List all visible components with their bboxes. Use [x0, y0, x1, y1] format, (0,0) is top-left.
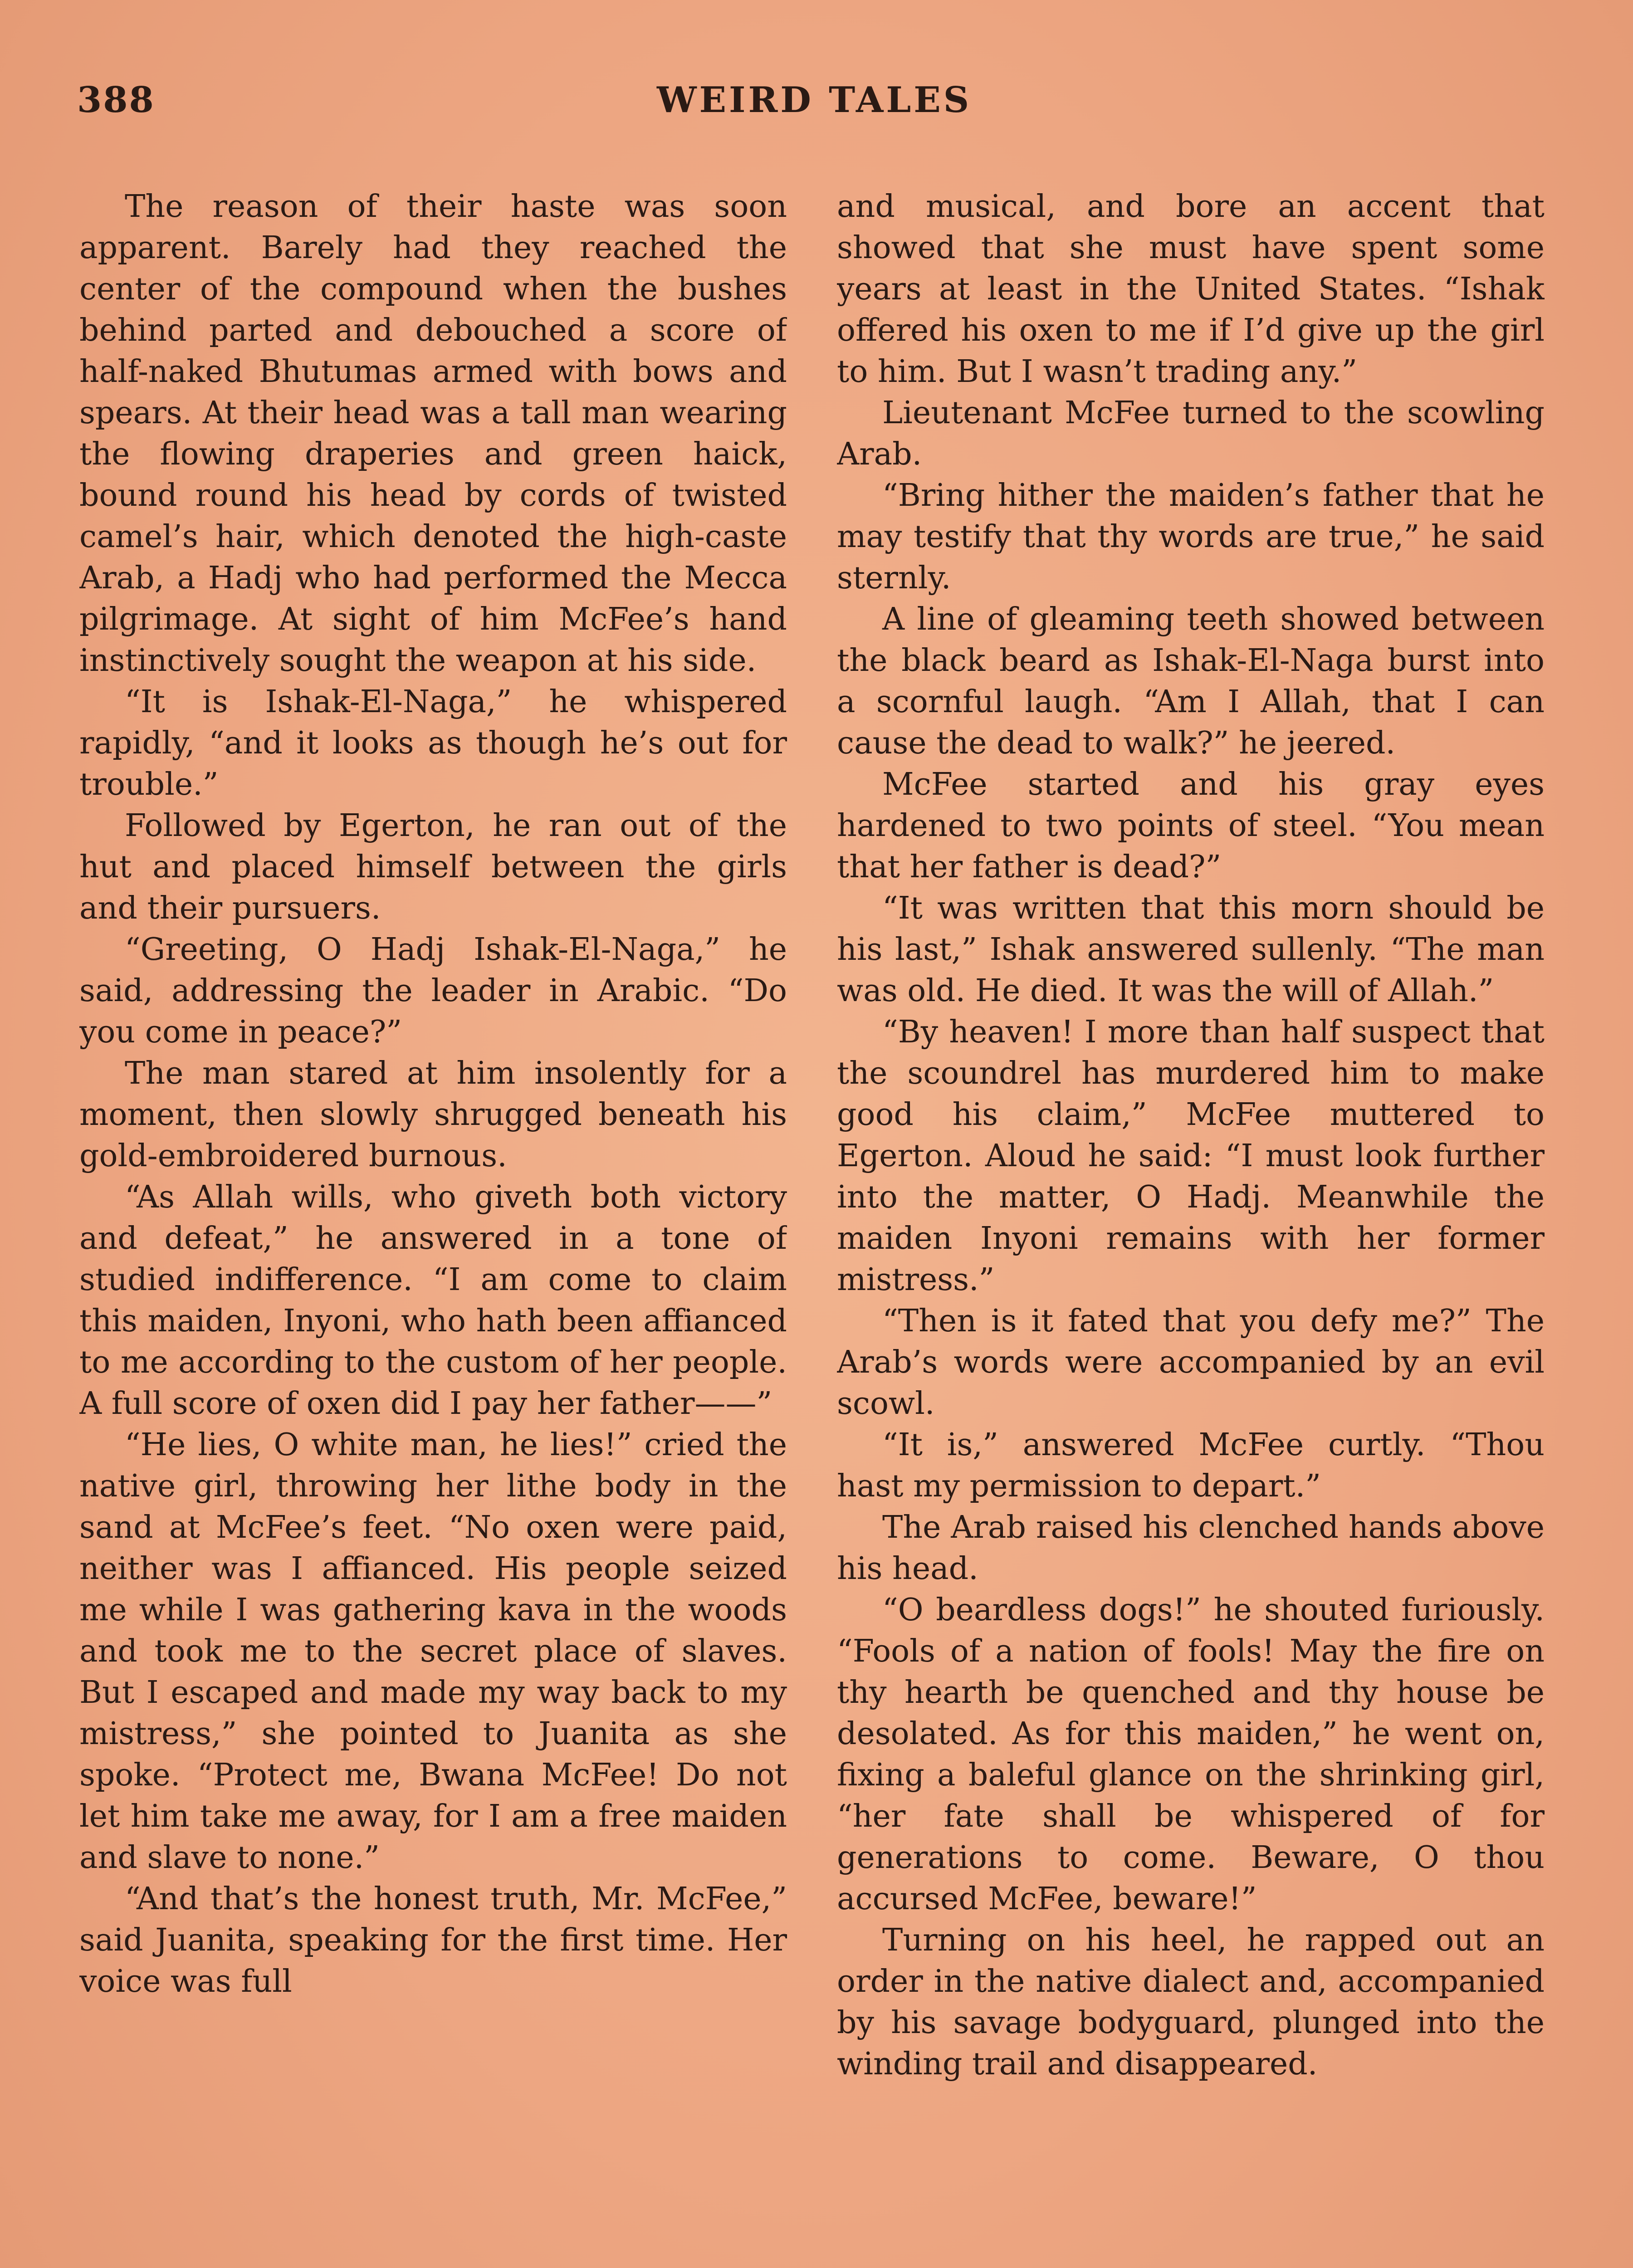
left-column — [79, 186, 787, 2268]
running-title: WEIRD TALES — [656, 79, 972, 121]
paragraph: “Greeting, O Hadj Ishak-El-Naga,” he said, addressing the leader in Arabic. “Do you come in peace?” — [79, 932, 787, 1050]
paragraph: “O beardless dogs!” he shouted furiously. “Fools of a nation of fools! May the fire on thy hearth be quenched and thy house be desolated. As for this maiden,” he went on, fixing a baleful glance on the shrinking girl, “her fate shall be whispered of for generations to come. Beware, O thou accursed McFee, beware!” — [837, 1592, 1545, 1917]
paragraph: “Then is it fated that you defy me?” The Arab’s words were accompanied by an evil scowl. — [837, 1303, 1545, 1422]
paragraph: Followed by Egerton, he ran out of the hut and placed himself between the girls and their pursuers. — [79, 808, 787, 926]
paragraph: McFee started and his gray eyes hardened to two points of steel. “You mean that her father is dead?” — [837, 767, 1545, 885]
paragraph: and musical, and bore an accent that showed that she must have spent some years at least in the United States. “Ishak offered his oxen to me if I’d give up the girl to him. But I wasn’t trading any.” — [837, 189, 1545, 390]
page-number: 388 — [77, 79, 155, 121]
text-columns — [79, 186, 1545, 2268]
paragraph: “By heaven! I more than half suspect that the scoundrel has murdered him to make good his claim,” McFee muttered to Egerton. Aloud he said: “I must look further into the matter, O Hadj. Meanwhile the maiden Inyoni remains with her former mistress.” — [837, 1014, 1545, 1298]
paragraph: “Bring hither the maiden’s father that he may testify that thy words are true,” he said sternly. — [837, 478, 1545, 596]
paragraph: Turning on his heel, he rapped out an order in the native dialect and, accompanied by his savage bodyguard, plunged into the winding trail and disappeared. — [837, 1922, 1545, 2082]
right-column — [837, 186, 1545, 2268]
paragraph: A line of gleaming teeth showed between the black beard as Ishak-El-Naga burst into a scornful laugh. “Am I Allah, that I can cause the dead to walk?” he jeered. — [837, 601, 1545, 761]
paragraph: The reason of their haste was soon apparent. Barely had they reached the center of the compound when the bushes behind parted and debouched a score of half-naked Bhutumas armed with bows and spears. At their head was a tall man wearing the flowing draperies and green haick, bound round his head by cords of twisted camel’s hair, which denoted the high-caste Arab, a Hadj who had performed the Mecca pilgrimage. At sight of him McFee’s hand instinctively sought the weapon at his side. — [79, 189, 787, 679]
page-header — [77, 79, 1551, 129]
paragraph: “It was written that this morn should be his last,” Ishak answered sullenly. “The man was old. He died. It was the will of Allah.” — [837, 890, 1545, 1009]
paragraph: “And that’s the honest truth, Mr. McFee,” said Juanita, speaking for the first time. Her voice was full — [79, 1881, 787, 1999]
paragraph: The Arab raised his clenched hands above his head. — [837, 1510, 1545, 1587]
paragraph: “It is Ishak-El-Naga,” he whispered rapidly, “and it looks as though he’s out for trouble.” — [79, 684, 787, 802]
paragraph: “As Allah wills, who giveth both victory and defeat,” he answered in a tone of studied indifference. “I am come to claim this maiden, Inyoni, who hath been affianced to me according to the custom of her people. A full score of oxen did I pay her father——” — [79, 1179, 787, 1422]
paragraph: Lieutenant McFee turned to the scowling Arab. — [837, 395, 1545, 472]
paragraph: “He lies, O white man, he lies!” cried the native girl, throwing her lithe body in the sand at McFee’s feet. “No oxen were paid, neither was I affianced. His people seized me while I was gathering kava in the woods and took me to the secret place of slaves. But I escaped and made my way back to my mistress,” she pointed to Juanita as she spoke. “Protect me, Bwana McFee! Do not let him take me away, for I am a free maiden and slave to none.” — [79, 1427, 787, 1876]
paragraph: “It is,” answered McFee curtly. “Thou hast my permission to depart.” — [837, 1427, 1545, 1504]
paragraph: The man stared at him insolently for a moment, then slowly shrugged beneath his gold-embroidered burnous. — [79, 1056, 787, 1174]
